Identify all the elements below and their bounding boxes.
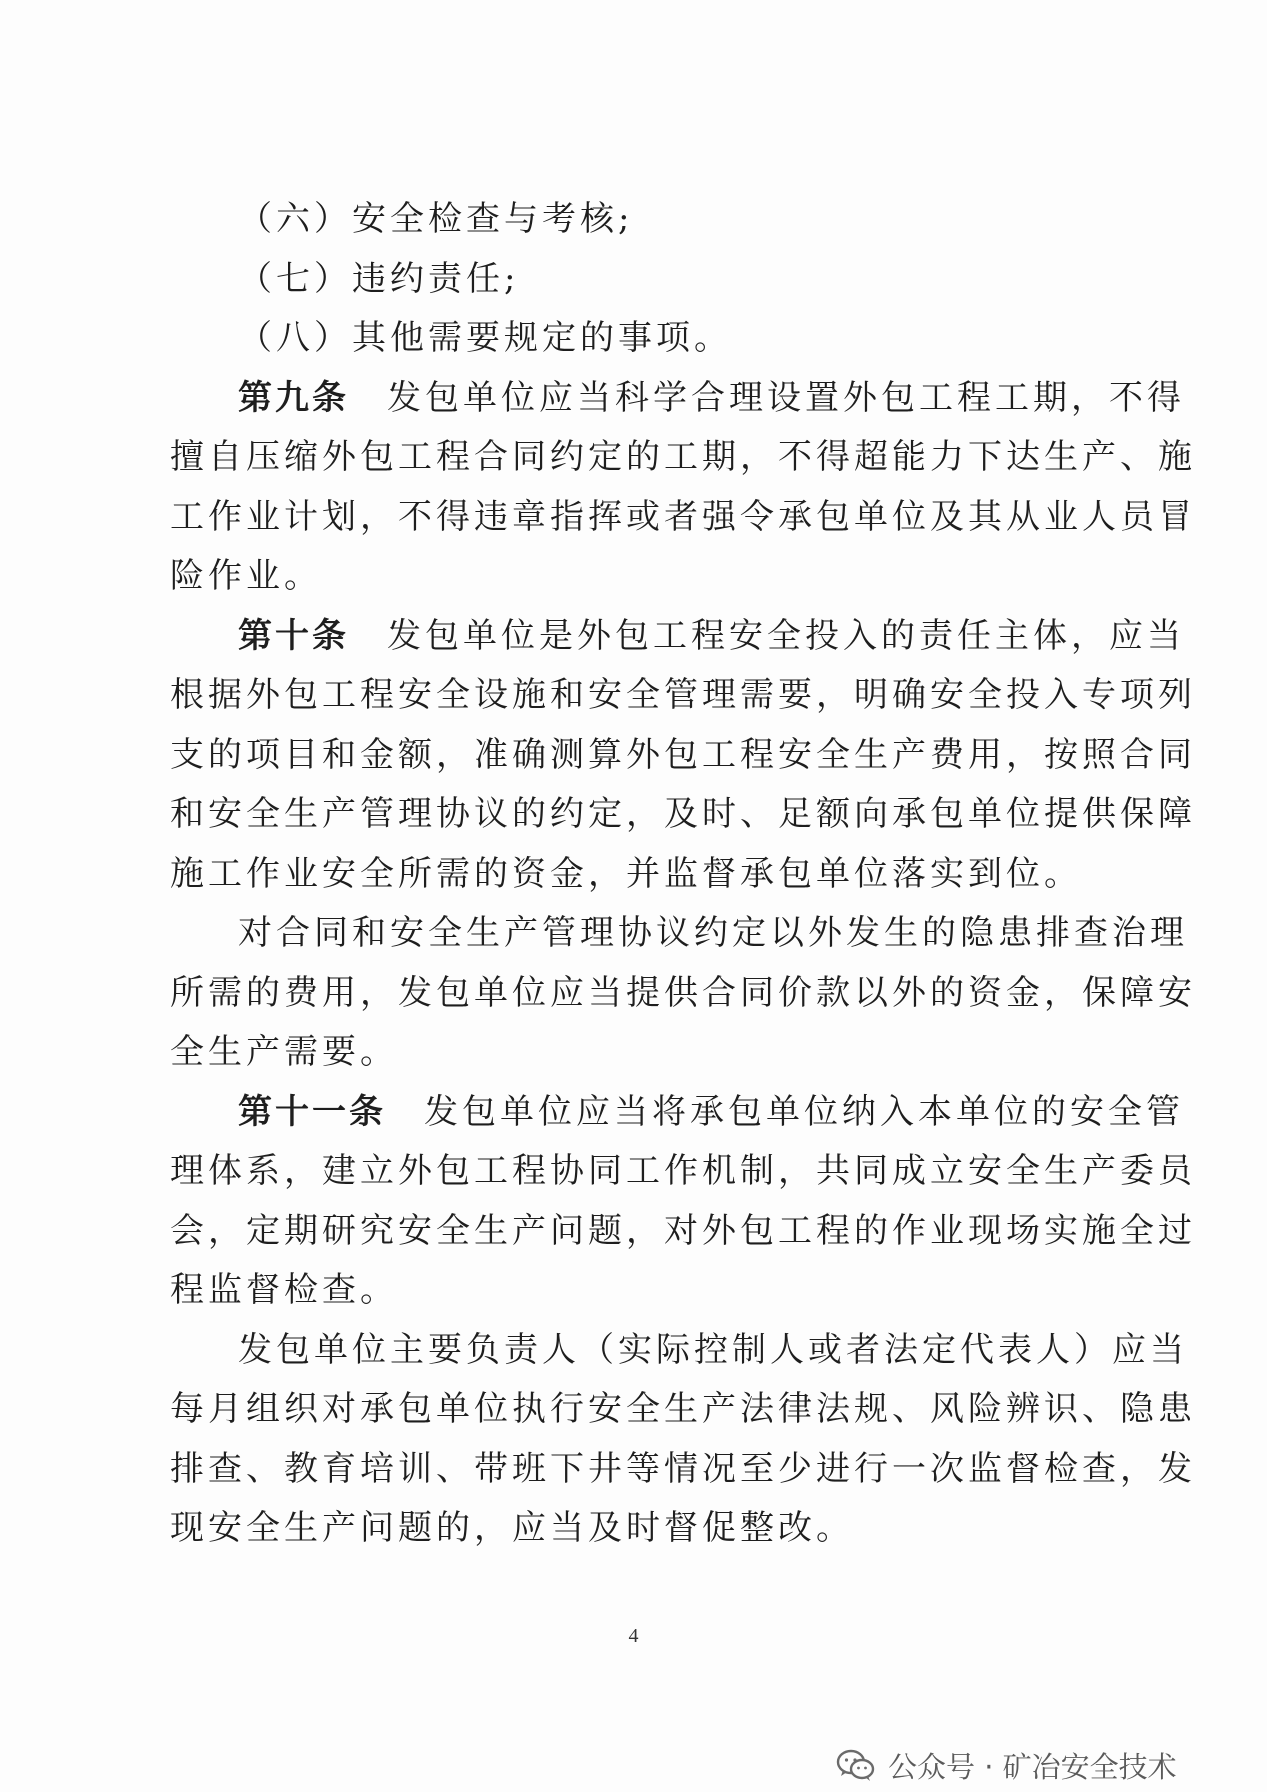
article-10-line: 支的项目和金额，准确测算外包工程安全生产费用，按照合同 [170,734,1196,775]
article-11-line: 程监督检查。 [170,1270,398,1310]
list-item: （六）安全检查与考核; [238,199,634,239]
article-11-line: 会，定期研究安全生产问题，对外包工程的作业现场实施全过 [170,1210,1196,1251]
article-9-line: 擅自压缩外包工程合同约定的工期，不得超能力下达生产、施 [170,437,1196,477]
article-11-para2-line: 每月组织对承包单位执行安全生产法律法规、风险辨识、隐患 [170,1389,1196,1429]
list-item: （七）违约责任; [238,258,520,299]
article-10-line: 第十条 发包单位是外包工程安全投入的责任主体，应当 [238,615,1185,656]
article-11-para2-line: 排查、教育培训、带班下井等情况至少进行一次监督检查，发 [170,1448,1196,1489]
watermark [836,1745,1177,1786]
article-11-line: 第十一条 发包单位应当将承包单位纳入本单位的安全管 [238,1091,1184,1132]
article-9-line: 工作业计划，不得违章指挥或者强令承包单位及其从业人员冒 [170,496,1196,537]
article-10-para2-line: 全生产需要。 [170,1032,398,1072]
article-11-para2-line: 发包单位主要负责人（实际控制人或者法定代表人）应当 [238,1329,1188,1370]
wechat-icon [836,1749,876,1783]
article-9-line: 险作业。 [170,556,322,596]
watermark-text: 公众号 · 矿冶安全技术 [888,1750,1177,1784]
article-10-line: 和安全生产管理协议的约定，及时、足额向承包单位提供保障 [170,794,1196,834]
list-item: （八）其他需要规定的事项。 [238,318,732,358]
article-9-line: 第九条 发包单位应当科学合理设置外包工程工期，不得 [238,377,1185,418]
article-11-para2-line: 现安全生产问题的，应当及时督促整改。 [170,1508,854,1548]
article-11-line: 理体系，建立外包工程协同工作机制，共同成立安全生产委员 [170,1151,1196,1191]
article-11-label: 第十一条 [238,1091,386,1132]
article-9-label: 第九条 [238,377,349,418]
article-10-line: 施工作业安全所需的资金，并监督承包单位落实到位。 [170,853,1082,894]
article-10-para2-line: 所需的费用，发包单位应当提供合同价款以外的资金，保障安 [170,972,1196,1013]
article-10-line: 根据外包工程安全设施和安全管理需要，明确安全投入专项列 [170,675,1196,715]
document-body [170,190,1196,1559]
article-10-para2-line: 对合同和安全生产管理协议约定以外发生的隐患排查治理 [238,913,1188,953]
article-10-label: 第十条 [238,615,349,656]
page-number: 4 [628,1625,639,1647]
